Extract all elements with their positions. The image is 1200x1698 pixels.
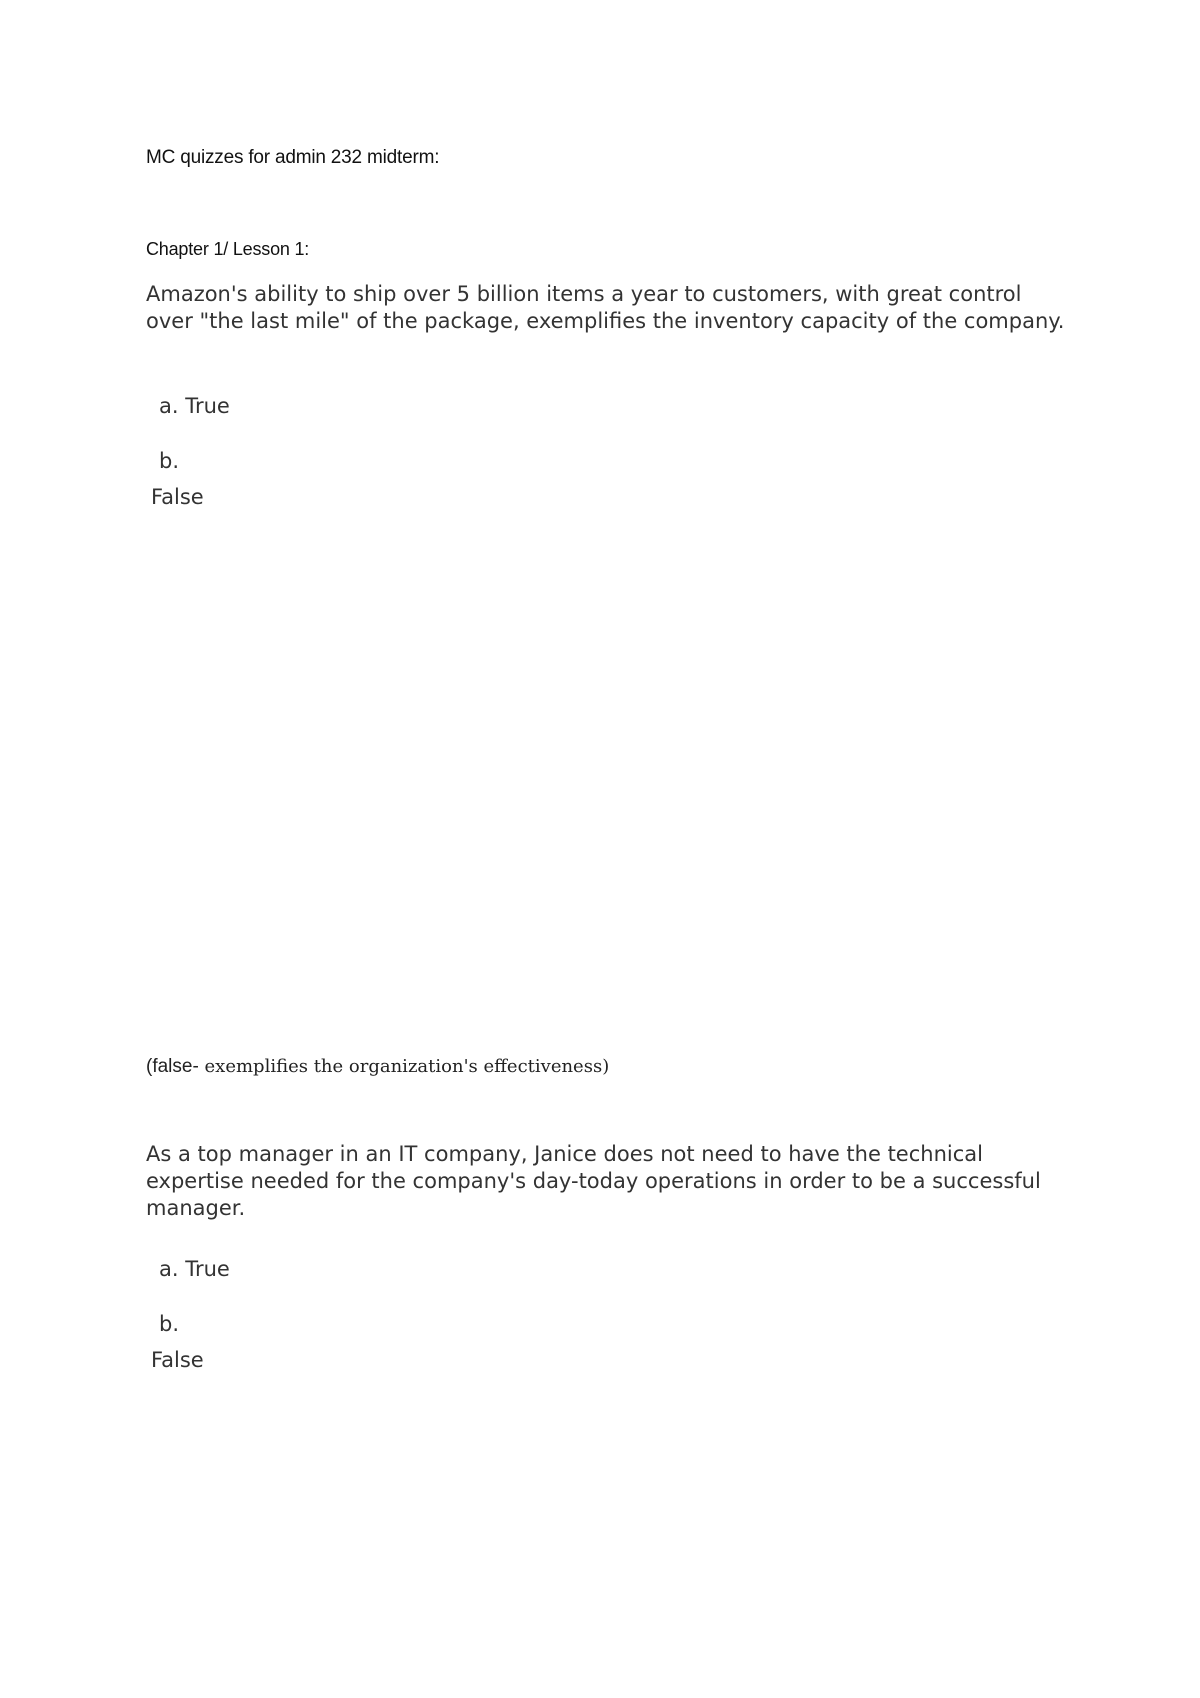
question-2-option-a: a. True: [159, 1257, 230, 1281]
answer-key: (false-: [146, 1056, 199, 1077]
question-1-text: Amazon's ability to ship over 5 billion items a year to customers, with great control over "the last mile" of the package, exemplifies the inventory capacity of the company.: [146, 282, 1065, 333]
question-2-option-b-marker: b.: [159, 1312, 180, 1336]
answer-explanation: exemplifies the organization's effectiveness): [198, 1056, 610, 1077]
question-2-option-b-text: False: [151, 1348, 204, 1372]
document-title: MC quizzes for admin 232 midterm:: [146, 147, 440, 168]
chapter-heading: Chapter 1/ Lesson 1:: [146, 239, 310, 259]
question-1-option-b-marker: b.: [159, 449, 180, 473]
question-1-option-a: a. True: [159, 394, 230, 418]
question-2-text: As a top manager in an IT company, Janice does not need to have the technical expertise needed for the company's day-today operations in order to be a successful manager.: [146, 1142, 1041, 1220]
question-1-option-b-text: False: [151, 485, 204, 509]
answer-note: [146, 1055, 609, 1078]
